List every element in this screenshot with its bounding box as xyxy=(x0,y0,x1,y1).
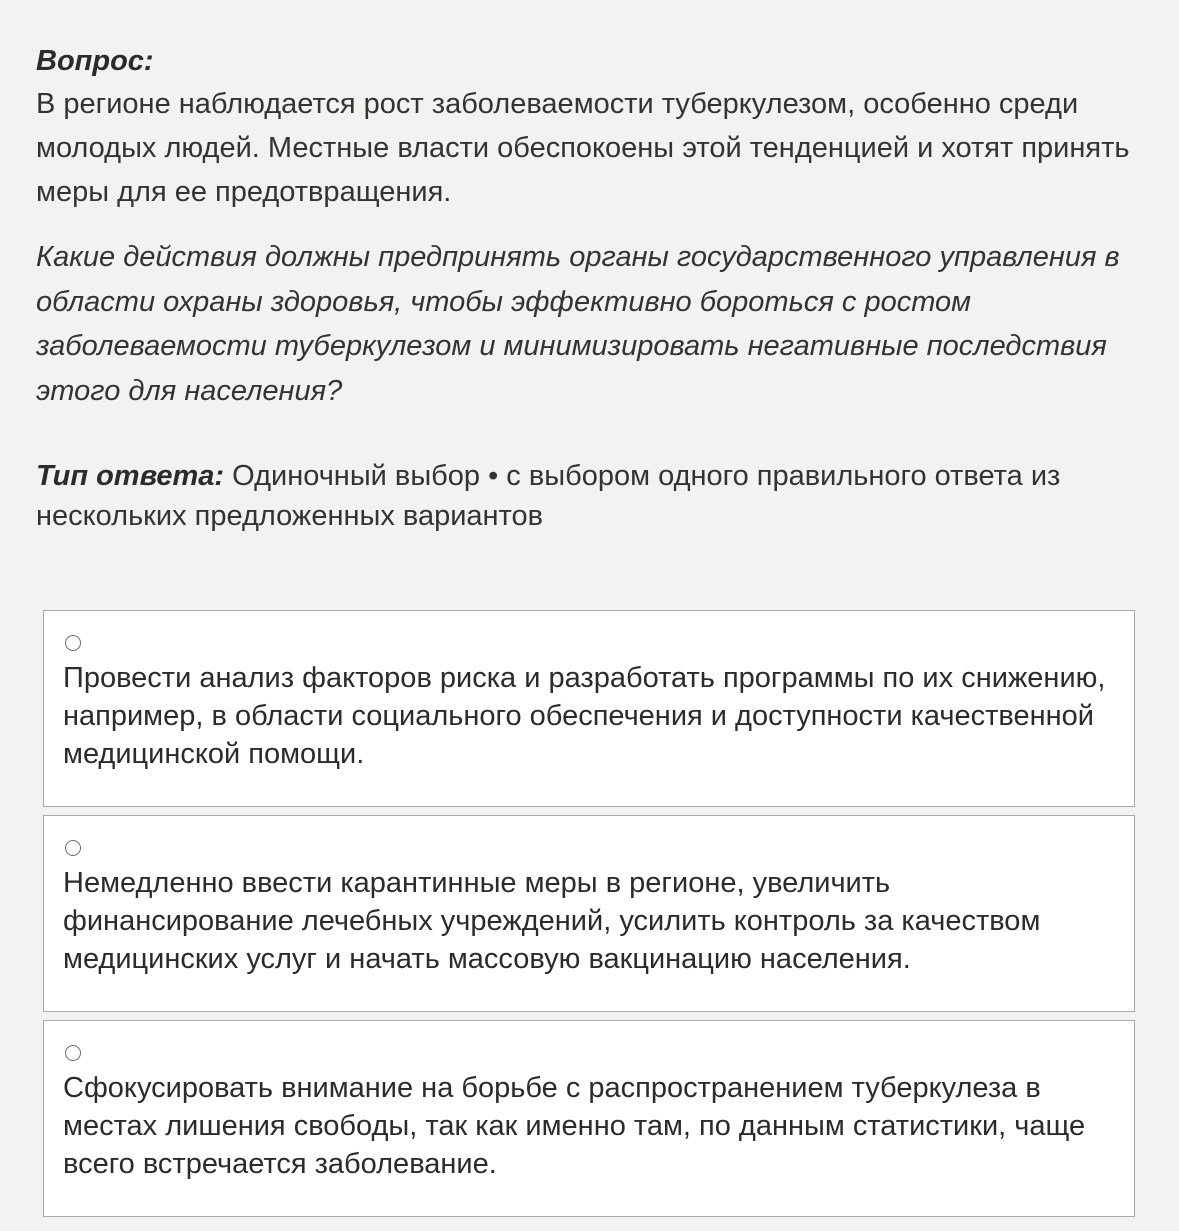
radio-button-icon[interactable] xyxy=(65,1045,81,1061)
answer-option-2[interactable] xyxy=(43,815,1135,1012)
answer-option-text: Сфокусировать внимание на борьбе с распространением туберкулеза в местах лишения свободы, так как именно там, по данным статистики, чаще всего встречается заболевание. xyxy=(63,1072,1086,1180)
question-label: Вопрос: xyxy=(36,45,154,77)
radio-button-icon[interactable] xyxy=(65,840,81,856)
question-block xyxy=(36,40,1136,214)
answer-option-3[interactable] xyxy=(43,1020,1135,1217)
answer-options xyxy=(43,610,1135,1225)
answer-option-text: Провести анализ факторов риска и разработать программы по их снижению, например, в области социального обеспечения и доступности качественной медицинской помощи. xyxy=(63,662,1106,770)
answer-type xyxy=(36,456,1136,536)
radio-button-icon[interactable] xyxy=(65,635,81,651)
answer-option-text: Немедленно ввести карантинные меры в регионе, увеличить финансирование лечебных учреждений, усилить контроль за качеством медицинских услуг и начать массовую вакцинацию населения. xyxy=(63,867,1041,975)
answer-type-label: Тип ответа: xyxy=(36,460,225,492)
answer-option-1[interactable] xyxy=(43,610,1135,807)
question-text: В регионе наблюдается рост заболеваемости туберкулезом, особенно среди молодых людей. Местные власти обеспокоены этой тенденцией и хотят принять меры для ее предотвращения. xyxy=(36,88,1130,208)
answer-type-value: Одиночный выбор • с выбором одного правильного ответа из нескольких предложенных вариантов xyxy=(36,460,1061,532)
question-prompt: Какие действия должны предпринять органы государственного управления в области охраны здоровья, чтобы эффективно бороться с ростом заболеваемости туберкулезом и минимизировать негативные последствия этого для населения? xyxy=(36,241,1120,407)
